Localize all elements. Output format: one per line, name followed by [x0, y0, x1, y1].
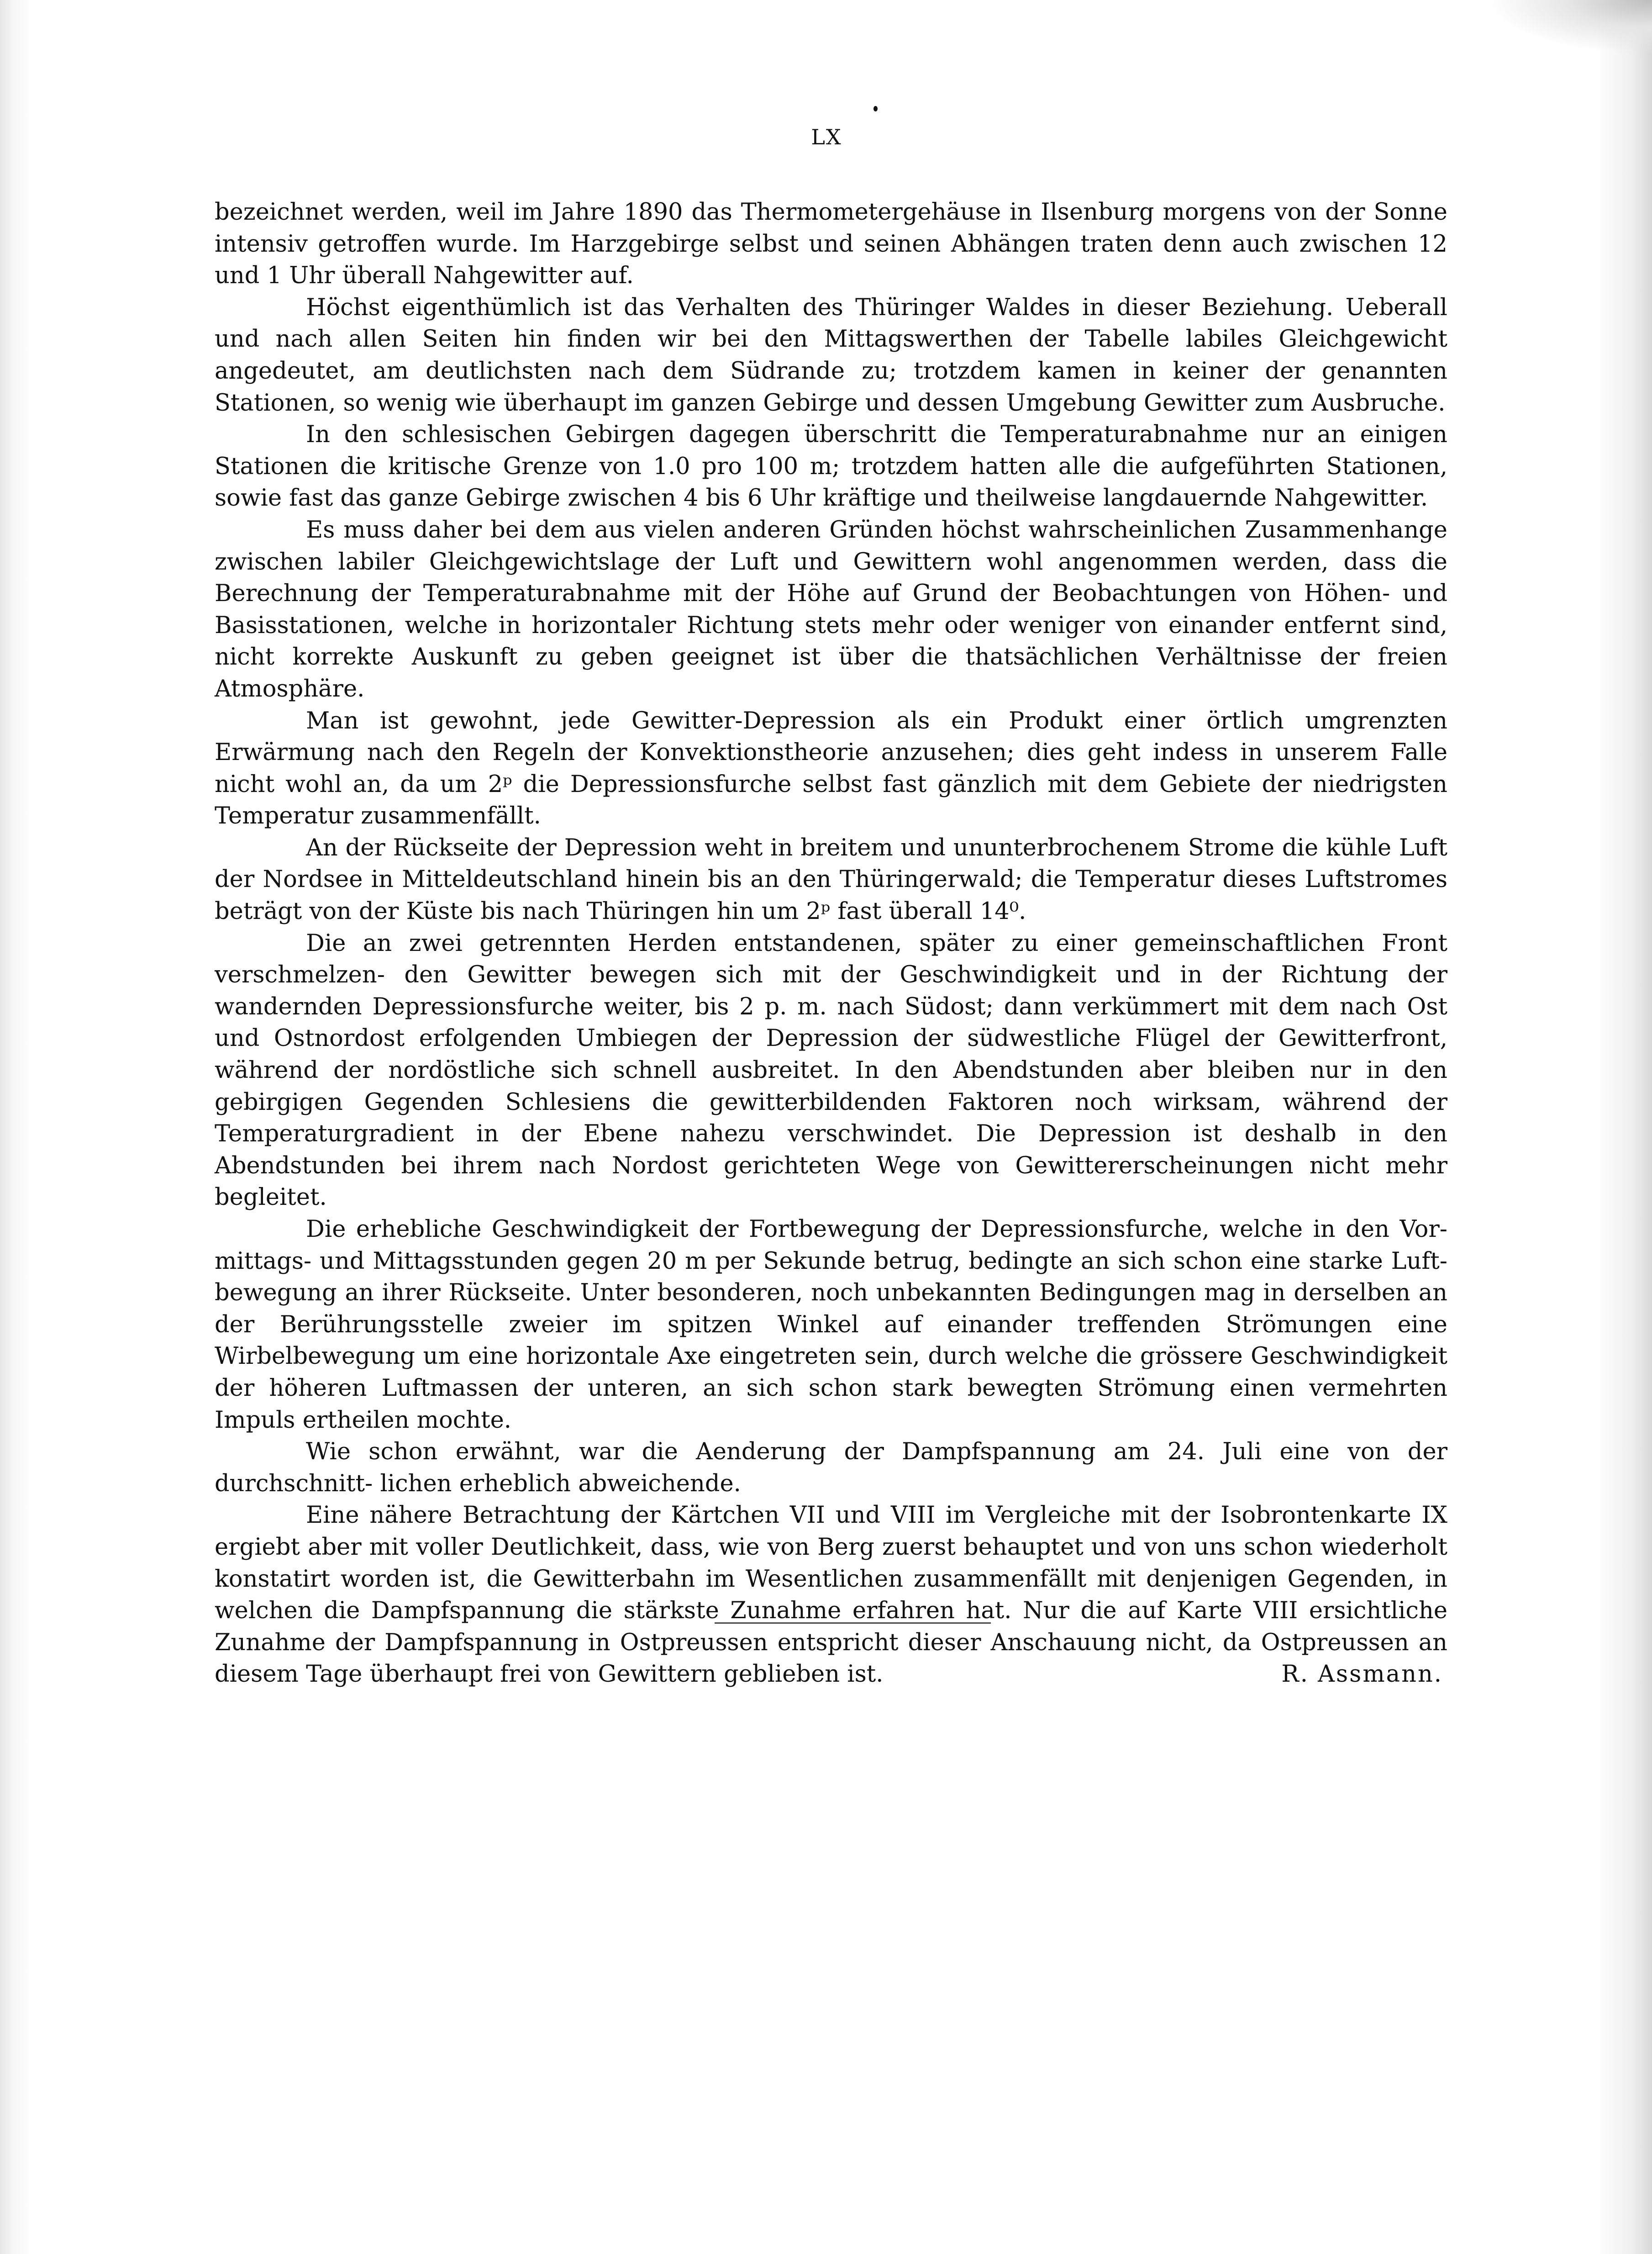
closing-rule: [715, 1622, 991, 1624]
body-text: [215, 196, 1447, 1690]
paragraph-10: [215, 1499, 1447, 1690]
paragraph-6: An der Rückseite der Depression weht in breitem und ununterbrochenem Strome die kühle Luft der Nordsee in Mitteldeutschland hinein bis an den Thüringerwald; die Temperatur dieses Luftstromes beträgt von der Küste bis nach Thüringen hin um 2ᵖ fast überall 14⁰.: [215, 834, 1447, 925]
page-number: LX: [811, 125, 842, 149]
paragraph-3: In den schlesischen Gebirgen dagegen überschritt die Temperaturabnahme nur an einigen Stationen die kritische Grenze von 1.0 pro 100 m; trotzdem hatten alle die aufgeführten Stationen, sowie fast das ganze Gebirge zwischen 4 bis 6 Uhr kräftige und theilweise langdauernde Nahgewitter.: [215, 421, 1447, 512]
paragraph-8: Die erhebliche Geschwindigkeit der Fortbewegung der Depressionsfurche, welche in den Vor- mittags- und Mittagsstunden gegen 20 m per Sekunde betrug, bedingte an sich schon eine starke Luft- bewegung an ihrer Rückseite. Unter besonderen, noch unbekannten Bedingungen mag in derselben an der Berührungsstelle zweier im spitzen Winkel auf einander treffenden Strömungen eine Wirbelbewegung um eine horizontale Axe eingetreten sein, durch welche die grössere Geschwindigkeit der höheren Luftmassen der unteren, an sich schon stark bewegten Strömung einen vermehrten Impuls ertheilen mochte.: [215, 1216, 1447, 1434]
author-signature: R. Assmann.: [1281, 1661, 1443, 1688]
paragraph-9: Wie schon erwähnt, war die Aenderung der Dampfspannung am 24. Juli eine von der durchschnitt- lichen erheblich abweichende.: [215, 1438, 1447, 1497]
paragraph-7: Die an zwei getrennten Herden entstandenen, später zu einer gemeinschaftlichen Front verschmelzen- den Gewitter bewegen sich mit der Geschwindigkeit und in der Richtung der wandernden Depressionsfurche weiter, bis 2 p. m. nach Südost; dann verkümmert mit dem nach Ost und Ostnordost erfolgenden Umbiegen der Depression der südwestliche Flügel der Gewitterfront, während der nordöstliche sich schnell ausbreitet. In den Abendstunden aber bleiben nur in den gebirgigen Gegenden Schlesiens die gewitterbildenden Faktoren noch wirksam, während der Temperaturgradient in der Ebene nahezu verschwindet. Die Depression ist deshalb in den Abendstunden bei ihrem nach Nordost gerichteten Wege von Gewittererscheinungen nicht mehr begleitet.: [215, 929, 1447, 1211]
scan-edge-left: [0, 0, 32, 2254]
paragraph-5: Man ist gewohnt, jede Gewitter-Depression als ein Produkt einer örtlich umgrenzten Erwärmung nach den Regeln der Konvektionstheorie anzusehen; dies geht indess in unserem Falle nicht wohl an, da um 2ᵖ die Depressionsfurche selbst fast gänzlich mit dem Gebiete der niedrigsten Temperatur zusammenfällt.: [215, 707, 1447, 830]
paragraph-1: bezeichnet werden, weil im Jahre 1890 das Thermometergehäuse in Ilsenburg morgens von der Sonne intensiv getroffen wurde. Im Harzgebirge selbst und seinen Abhängen traten denn auch zwischen 12 und 1 Uhr überall Nahgewitter auf.: [215, 199, 1447, 290]
scan-corner-shadow: [1488, 0, 1652, 55]
paragraph-2: Höchst eigenthümlich ist das Verhalten des Thüringer Waldes in dieser Beziehung. Ueberall und nach allen Seiten hin finden wir bei den Mittagswerthen der Tabelle labiles Gleichgewicht angedeutet, am deutlichsten nach dem Südrande zu; trotzdem kamen in keiner der genannten Stationen, so wenig wie überhaupt im ganzen Gebirge und dessen Umgebung Gewitter zum Ausbruche.: [215, 294, 1447, 417]
scan-edge-right: [1597, 0, 1652, 2254]
paragraph-4: Es muss daher bei dem aus vielen anderen Gründen höchst wahrscheinlichen Zusammenhange zwischen labiler Gleichgewichtslage der Luft und Gewittern wohl angenommen werden, dass die Berechnung der Temperaturabnahme mit der Höhe auf Grund der Beobachtungen von Höhen- und Basisstationen, welche in horizontaler Richtung stets mehr oder weniger von einander entfernt sind, nicht korrekte Auskunft zu geben geeignet ist über die thatsächlichen Verhältnisse der freien Atmosphäre.: [215, 516, 1447, 702]
paragraph-10-text: Eine nähere Betrachtung der Kärtchen VII und VIII im Vergleiche mit der Isobrontenkarte IX ergiebt aber mit voller Deutlichkeit, dass, wie von Berg zuerst behauptet und von uns schon wiederholt konstatirt worden ist, die Gewitterbahn im Wesentlichen zusammenfällt mit denjenigen Gegenden, in welchen die Dampfspannung die stärkste Zunahme erfahren hat. Nur die auf Karte VIII ersichtliche Zunahme der Dampfspannung in Ostpreussen entspricht dieser Anschauung nicht, da Ostpreussen an diesem Tage überhaupt frei von Gewittern geblieben ist.: [215, 1502, 1447, 1688]
ink-dot-mark: [873, 106, 878, 111]
